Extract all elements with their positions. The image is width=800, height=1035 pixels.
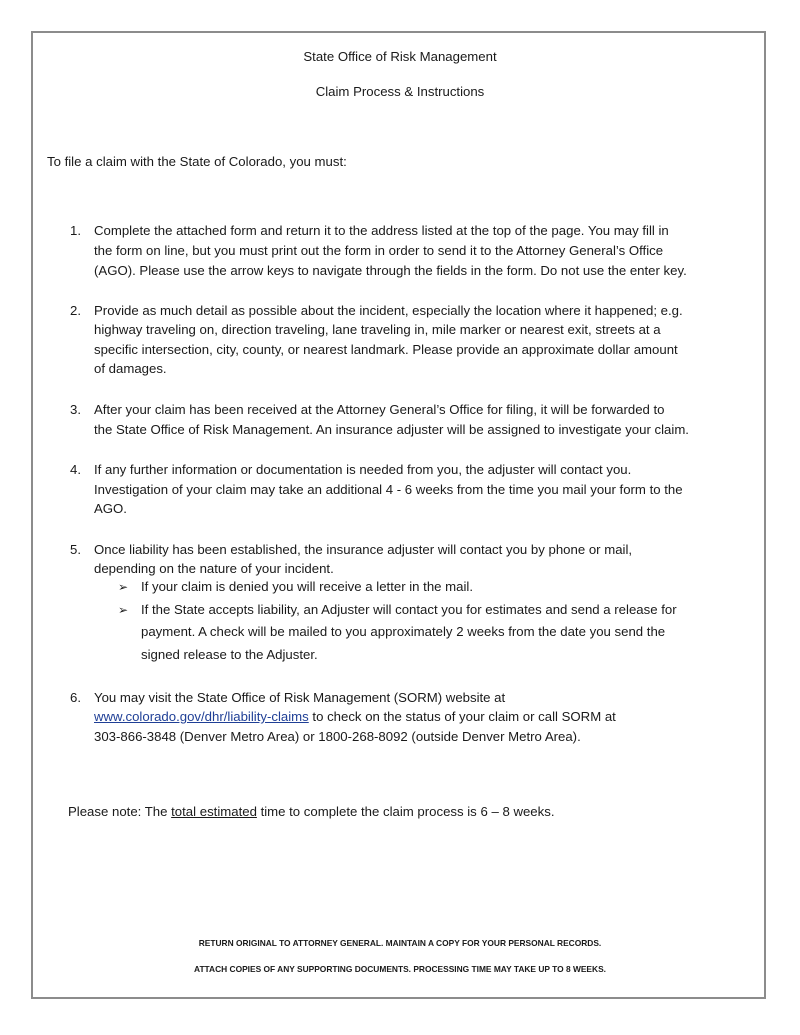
item-line: the form on line, but you must print out the form in order to send it to the Attorney General’s Office: [94, 243, 664, 258]
footer-line: ATTACH COPIES OF ANY SUPPORTING DOCUMENTS. PROCESSING TIME MAY TAKE UP TO 8 WEEKS.: [194, 964, 606, 974]
page-title: State Office of Risk Management: [303, 49, 497, 64]
sorm-website-link[interactable]: www.colorado.gov/dhr/liability-claims: [94, 709, 309, 724]
item-number: 1.: [70, 223, 81, 238]
item-line: highway traveling on, direction traveling, lane traveling in, mile marker or nearest exit, streets at a: [94, 322, 661, 337]
item-line: [94, 707, 616, 727]
item-line: (AGO). Please use the arrow keys to navigate through the fields in the form. Do not use the enter key.: [94, 263, 687, 278]
item-line: Complete the attached form and return it to the address listed at the top of the page. You may fill in: [94, 223, 669, 238]
item-number: 2.: [70, 303, 81, 318]
item-line: AGO.: [94, 501, 127, 516]
footer-line: RETURN ORIGINAL TO ATTORNEY GENERAL. MAINTAIN A COPY FOR YOUR PERSONAL RECORDS.: [198, 938, 602, 948]
bullet-line: payment. A check will be mailed to you approximately 2 weeks from the date you send the: [141, 624, 666, 639]
item-number: 4.: [70, 462, 81, 477]
note-underlined: total estimated: [171, 804, 257, 819]
item-line-rest: to check on the status of your claim or call SORM at: [308, 709, 616, 724]
note-suffix: time to complete the claim process is 6 – 8 weeks.: [256, 804, 555, 819]
item-line: If any further information or documentation is needed from you, the adjuster will contact you.: [94, 462, 632, 477]
bullet-line: If the State accepts liability, an Adjuster will contact you for estimates and send a release for: [141, 602, 677, 617]
arrow-bullet-icon: ➢: [118, 580, 129, 594]
bullet-line: signed release to the Adjuster.: [141, 647, 318, 662]
intro-text: To file a claim with the State of Colorado, you must:: [47, 154, 347, 169]
item-line: Once liability has been established, the insurance adjuster will contact you by phone or mail,: [94, 542, 633, 557]
item-number: 5.: [70, 542, 81, 557]
item-line: 303-866-3848 (Denver Metro Area) or 1800-268-8092 (outside Denver Metro Area).: [94, 729, 581, 744]
item-line: You may visit the State Office of Risk Management (SORM) website at: [94, 690, 506, 705]
item-number: 3.: [70, 402, 81, 417]
page-subtitle: Claim Process & Instructions: [315, 84, 485, 99]
item-line: Provide as much detail as possible about the incident, especially the location where it happened; e.g.: [94, 303, 683, 318]
bullet-line: If your claim is denied you will receive a letter in the mail.: [141, 579, 474, 594]
note-prefix: Please note: The: [68, 804, 172, 819]
item-line: depending on the nature of your incident.: [94, 561, 334, 576]
item-line: Investigation of your claim may take an additional 4 - 6 weeks from the time you mail your form to the: [94, 482, 683, 497]
item-line: specific intersection, city, county, or nearest landmark. Please provide an approximate dollar amount: [94, 342, 678, 357]
item-line: of damages.: [94, 361, 167, 376]
item-line: After your claim has been received at the Attorney General’s Office for filing, it will be forwarded to: [94, 402, 665, 417]
item-number: 6.: [70, 690, 81, 705]
page-border: [31, 31, 766, 999]
arrow-bullet-icon: ➢: [118, 603, 129, 617]
note-text: [68, 802, 554, 822]
item-line: the State Office of Risk Management. An insurance adjuster will be assigned to investigate your claim.: [94, 422, 689, 437]
